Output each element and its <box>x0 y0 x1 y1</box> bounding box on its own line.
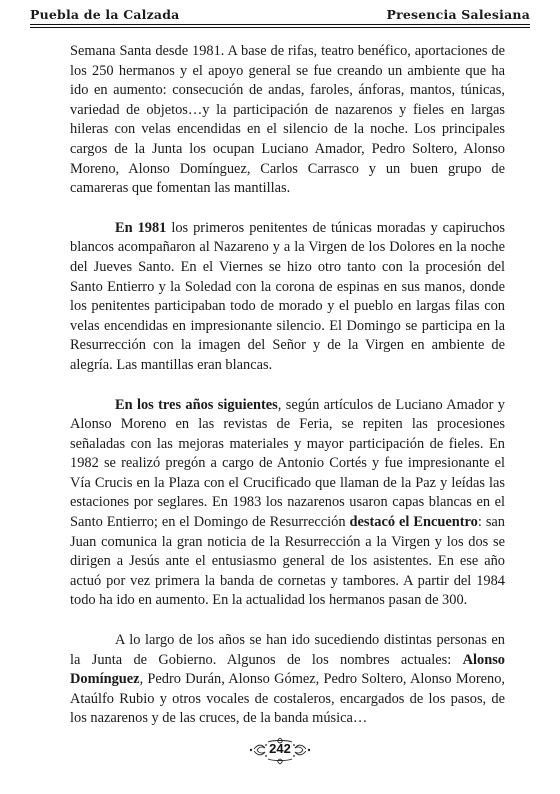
paragraph-1-text: Semana Santa desde 1981. A base de rifas, teatro benéfico, aportaciones de los 250 hermanos y el apoyo general se fue creando un ambiente que ha ido en aumento: consecución de andas, faroles, ánforas, mantos, túnicas, variedad de objetos…y la participación de nazarenos y fieles en largas hileras con velas encendidas en el silencio de la noche. Los principales cargos de la Junta los ocupan Luciano Amador, Pedro Soltero, Alonso Moreno, Alonso Domínguez, Carlos Carrasco y un buen grupo de camareras que fomentan las mantillas. <box>70 43 505 197</box>
paragraph-3-bold: destacó el Encuentro <box>349 514 478 531</box>
running-header <box>30 0 530 24</box>
paragraph-3 <box>70 396 505 612</box>
header-rule <box>30 24 530 25</box>
header-rule-thin <box>30 27 530 28</box>
paragraph-4-bold: Alonso Domínguez <box>70 651 505 688</box>
paragraph-4 <box>70 631 505 729</box>
header-left-title: Puebla de la Calzada <box>30 7 180 22</box>
page-number: 242 <box>269 741 291 756</box>
paragraph-3-text-a: , según artículos de Luciano Amador y Alonso Moreno en las revistas de Feria, se repiten las procesiones señaladas con las mejoras materiales y mayor participación de fieles. En 1982 se realizó pregón a cargo de Antonio Cortés y fue impresionante el Vía Crucis en la Plaza con el Crucificado que llaman de la Paz y leídas las estaciones por seglares. En 1983 los nazarenos usaron capas blancas en el Santo Entierro; en el Domingo de Resurrección <box>70 396 505 531</box>
paragraph-2-text: los primeros penitentes de túnicas moradas y capiruchos blancos acompañaron al Nazareno y a la Virgen de los Dolores en la noche del Jueves Santo. En el Viernes se hizo otro tanto con la procesión del Santo Entierro y la Soledad con la corona de espinas en sus manos, donde los penitentes participaban todo de morado y el pueblo en largas filas con velas encendidas en impresionante silencio. El Domingo se participa en la Resurrección con la imagen del Señor y de la Virgen en ambiente de alegría. Las mantillas eran blancas. <box>70 219 505 373</box>
paragraph-1 <box>70 42 505 199</box>
paragraph-3-text-b: : san Juan comunica la gran noticia de la Resurrección a la Virgen y los dos se dirigen a Jesús ante el entusiasmo general de los asistentes. En ese año actuó por vez primera la banda de cornetas y tambores. A partir del 1984 todo ha ido en aumento. En la actualidad los hermanos pasan de 300. <box>70 514 506 609</box>
header-right-title: Presencia Salesiana <box>386 7 530 22</box>
body-text <box>70 42 505 749</box>
paragraph-4-text-b: , Pedro Durán, Alonso Gómez, Pedro Soltero, Alonso Moreno, Ataúlfo Rubio y otros vocales de costaleros, encargados de los pasos, de los nazarenos y de las cruces, de la banda música… <box>70 671 505 727</box>
paragraph-4-text-a: A lo largo de los años se han ido sucediendo distintas personas en la Junta de Gobierno. Algunos de los nombres actuales: <box>70 632 505 668</box>
paragraph-3-lead: En los tres años siguientes <box>115 396 278 413</box>
paragraph-2-lead: En 1981 <box>115 219 167 236</box>
paragraph-2 <box>70 219 505 376</box>
